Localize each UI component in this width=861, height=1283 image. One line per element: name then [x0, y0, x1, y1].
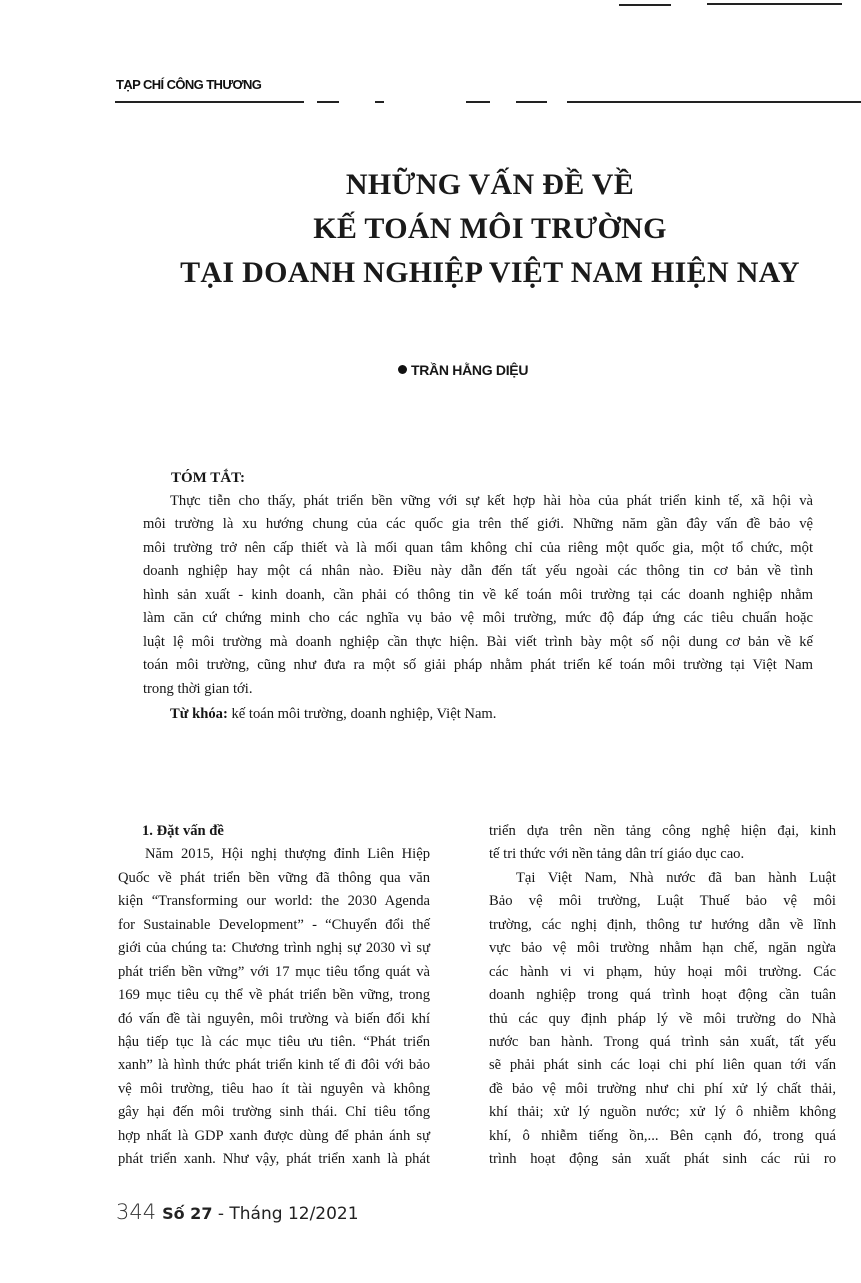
title-line-3: TẠI DOANH NGHIỆP VIỆT NAM HIỆN NAY [180, 256, 800, 289]
text-line: Quốc về phát triển bền vững đã thông qua văn [118, 869, 430, 886]
text-line: Tại Việt Nam, Nhà nước đã ban hành Luật [516, 869, 836, 886]
keywords-label: Từ khóa: [170, 706, 228, 722]
text-line: làm căn cứ chứng minh cho các nghĩa vụ bảo vệ môi trường, mức độ đáp ứng các tiêu chuẩn hoặc [143, 610, 813, 627]
text-line: trường, các nghị định, thông tư hướng dẫn về lĩnh [489, 916, 836, 933]
author [398, 362, 528, 378]
header-rule [115, 101, 304, 103]
journal-name: TẠP CHÍ CÔNG THƯƠNG [116, 77, 262, 92]
text-line: khí, ô nhiễm tiếng ồn,... Bên cạnh đó, trong quá [489, 1127, 836, 1144]
header-rule [466, 101, 490, 103]
abstract-body [143, 490, 813, 701]
text-line: xanh” là hình thức phát triển kinh tế đi đôi với bảo [118, 1057, 430, 1074]
bullet-icon [398, 365, 407, 374]
text-line: trình hoạt động sản xuất phát sinh các rủi ro [489, 1151, 836, 1168]
text-line: phát triển xanh. Như vậy, phát triển xanh là phát [118, 1151, 430, 1168]
text-line: hợp nhất là GDP xanh được dùng để phản ánh sự [118, 1127, 430, 1144]
text-line: 169 mục tiêu cụ thể về phát triển bền vững, trong [118, 987, 430, 1004]
text-line: giới của chúng ta: Chương trình nghị sự 2030 vì sự [118, 940, 430, 957]
text-line: hậu tiếp tục là các mục tiêu ưu tiên. “Phát triển [118, 1033, 430, 1050]
text-line: doanh nghiệp hay một cá nhân nào. Điều này dẫn đến tất yếu ngoài các thông tin cơ bản về tình [143, 563, 813, 580]
text-line: vực bảo vệ môi trường nhằm hạn chế, ngăn ngừa [489, 940, 836, 957]
text-line: các hành vi vi phạm, hủy hoại môi trường. Các [489, 963, 836, 980]
text-line: doanh nghiệp trong quá trình hoạt động cần tuân [489, 987, 836, 1004]
text-line: đề bảo vệ môi trường như chi phí xử lý chất thải, [489, 1080, 836, 1097]
text-line: for Sustainable Development” - “Chuyển đổi thế [118, 916, 430, 933]
text-line: Thực tiễn cho thấy, phát triển bền vững với sự kết hợp hài hòa của phát triển kinh tế, xã hội và [170, 493, 813, 509]
text-line: trong thời gian tới. [143, 680, 253, 697]
keywords [170, 706, 496, 723]
page-number: 344 [116, 1200, 157, 1224]
text-line: Năm 2015, Hội nghị thượng đỉnh Liên Hiệp [145, 846, 430, 863]
text-line: tế tri thức với nền tảng dân trí giáo dục cao. [489, 846, 745, 863]
footer [116, 1200, 359, 1224]
text-line: đó vấn đề tài nguyên, môi trường và biến đổi khí [118, 1010, 430, 1027]
text-line: nước ban hành. Trong quá trình sản xuất, tất yếu [489, 1033, 836, 1050]
header-rule [317, 101, 339, 103]
text-line: kiện “Transforming our world: the 2030 Agenda [118, 893, 430, 910]
top-rule [619, 4, 671, 6]
title-line-2: KẾ TOÁN MÔI TRƯỜNG [313, 212, 667, 245]
text-line: sẽ phải phát sinh các loại chi phí liên quan tới vấn [489, 1057, 836, 1074]
title-line-1: NHỮNG VẤN ĐỀ VỀ [345, 168, 635, 201]
text-line: môi trường là xu hướng chung của các quốc gia trên thế giới. Những năm gần đây vấn đề bảo vệ [143, 516, 813, 533]
text-line: luật lệ môi trường mà doanh nghiệp cần thực hiện. Bài viết trình bày một số nội dung cơ bản về kế [143, 633, 813, 650]
text-line: gây hại đến môi trường sinh thái. Chỉ tiêu tổng [118, 1104, 430, 1121]
section-heading: 1. Đặt vấn đề [142, 823, 224, 839]
text-line: hình sản xuất - kinh doanh, cần phải có thông tin về kế toán môi trường tại các doanh nghiệp nhằm [143, 586, 813, 603]
abstract-heading: TÓM TẮT: [171, 470, 246, 486]
text-line: triển dựa trên nền tảng công nghệ hiện đại, kinh [489, 823, 836, 839]
issue-date: - Tháng 12/2021 [212, 1204, 359, 1224]
author-name: TRẦN HẰNG DIỆU [411, 362, 529, 378]
text-line: Bảo vệ môi trường, Luật Thuế bảo vệ môi [489, 893, 836, 910]
top-rule [707, 3, 842, 5]
header-rule [516, 101, 547, 103]
right-column [489, 820, 836, 1172]
text-line: phát triển bền vững” với 17 mục tiêu tổng quát và [118, 963, 430, 980]
text-line: thủ các quy định pháp lý về môi trường do Nhà [489, 1010, 836, 1027]
issue-number: Số 27 [162, 1204, 213, 1223]
header-rule [375, 101, 384, 103]
keywords-value: kế toán môi trường, doanh nghiệp, Việt Nam. [227, 706, 497, 722]
text-line: toán môi trường, cũng như đưa ra một số giải pháp nhằm phát triển kế toán môi trường tại Việt Nam [143, 657, 813, 674]
text-line: môi trường trở nên cấp thiết và là mối quan tâm không chỉ của riêng một quốc gia, một tổ chức, một [143, 539, 813, 556]
text-line: khí thải; xử lý nguồn nước; xử lý ô nhiễm không [489, 1104, 836, 1121]
text-line: vệ môi trường, tiêu hao ít tài nguyên và không [118, 1080, 430, 1097]
left-column [118, 820, 430, 1172]
header-rule [567, 101, 861, 103]
